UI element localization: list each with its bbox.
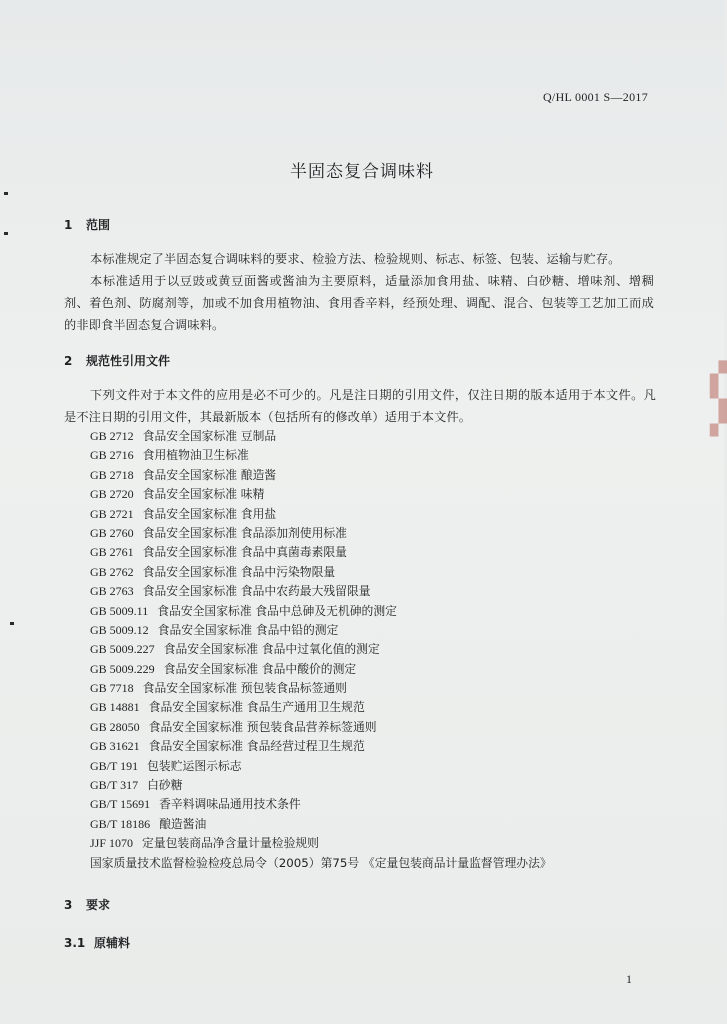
reference-item xyxy=(90,776,552,795)
reference-item xyxy=(90,621,552,640)
reference-title: 食品安全国家标准 食品中农药最大残留限量 xyxy=(142,584,371,599)
reference-code: GB 2762 xyxy=(90,564,134,579)
section-title: 范围 xyxy=(86,218,111,232)
reference-title: 食品安全国家标准 味精 xyxy=(142,487,265,502)
reference-code: GB/T 18186 xyxy=(90,816,151,831)
scope-body xyxy=(64,248,654,336)
document-title: 半固态复合调味料 xyxy=(290,162,434,182)
reference-title: 食品安全国家标准 酿造酱 xyxy=(142,467,277,482)
paragraph: 下列文件对于本文件的应用是必不可少的。凡是注日期的引用文件，仅注日期的版本适用于本文件。凡是不注日期的引用文件，其最新版本（包括所有的修改单）适用于本文件。 xyxy=(64,388,656,424)
reference-code: GB 5009.227 xyxy=(90,642,155,657)
reference-title: 国家质量技术监督检验检疫总局令（2005）第75号 《定量包装商品计量监督管理办法》 xyxy=(90,855,552,870)
section-title: 规范性引用文件 xyxy=(86,354,171,368)
reference-code: GB 7718 xyxy=(90,681,134,696)
reference-code: GB 2720 xyxy=(90,487,134,502)
reference-code: GB 5009.12 xyxy=(90,622,149,637)
reference-code: GB 2760 xyxy=(90,525,134,540)
reference-title: 食用植物油卫生标准 xyxy=(142,448,249,463)
section-heading-normative-references xyxy=(64,352,170,369)
binding-mark xyxy=(4,232,8,235)
reference-code: GB 5009.11 xyxy=(90,603,149,618)
reference-code: GB 2763 xyxy=(90,584,134,599)
references-intro xyxy=(64,384,656,428)
reference-title: 食品安全国家标准 食品中过氧化值的测定 xyxy=(163,642,380,657)
reference-title: 食品安全国家标准 食品中铅的测定 xyxy=(157,622,339,637)
subsection-heading-raw-materials xyxy=(64,934,130,951)
reference-title: 食品安全国家标准 食品经营过程卫生规范 xyxy=(148,739,365,754)
binding-mark xyxy=(4,192,8,195)
reference-item xyxy=(90,737,552,756)
reference-item xyxy=(90,543,552,562)
reference-code: GB 2716 xyxy=(90,448,134,463)
paragraph: 本标准适用于以豆豉或黄豆面酱或酱油为主要原料，适量添加食用盐、味精、白砂糖、增味剂、增稠剂、着色剂、防腐剂等，加或不加食用植物油、食用香辛料，经预处理、调配、混合、包装等工艺加工而成的非即食半固态复合调味料。 xyxy=(64,274,654,332)
section-title: 要求 xyxy=(86,898,111,912)
reference-code: GB 2721 xyxy=(90,506,134,521)
reference-code: GB/T 15691 xyxy=(90,797,151,812)
reference-item xyxy=(90,602,552,621)
reference-item xyxy=(90,582,552,601)
reference-title: 食品安全国家标准 食品中污染物限量 xyxy=(142,564,336,579)
section-heading-scope xyxy=(64,216,110,233)
reference-title: 食品安全国家标准 豆制品 xyxy=(142,429,277,443)
reference-title: 酿造酱油 xyxy=(159,816,207,831)
section-number: 3 xyxy=(64,898,73,912)
section-number: 2 xyxy=(64,354,73,368)
reference-title: 食品安全国家标准 食品生产通用卫生规范 xyxy=(148,700,365,715)
reference-title: 食品安全国家标准 食品中总砷及无机砷的测定 xyxy=(157,603,397,618)
reference-item xyxy=(90,640,552,659)
reference-item xyxy=(90,427,552,446)
reference-code: GB 2712 xyxy=(90,429,134,443)
reference-item xyxy=(90,563,552,582)
reference-title: 包装贮运图示标志 xyxy=(147,758,242,773)
reference-item xyxy=(90,466,552,485)
seal-stain: ▞ ▚ ▞ xyxy=(710,362,727,437)
reference-title: 白砂糖 xyxy=(147,778,183,793)
reference-item xyxy=(90,854,552,873)
page-number: 1 xyxy=(626,972,632,986)
reference-item xyxy=(90,834,552,853)
reference-title: 食品安全国家标准 食品中真菌毒素限量 xyxy=(142,545,347,560)
reference-title: 食品安全国家标准 食品添加剂使用标准 xyxy=(142,525,347,540)
reference-item xyxy=(90,485,552,504)
reference-item xyxy=(90,815,552,834)
reference-code: GB 14881 xyxy=(90,700,140,715)
reference-title: 定量包装商品净含量计量检验规则 xyxy=(142,836,319,851)
reference-item xyxy=(90,698,552,717)
reference-item xyxy=(90,446,552,465)
reference-code: GB 2718 xyxy=(90,467,134,482)
reference-item xyxy=(90,679,552,698)
reference-code: JJF 1070 xyxy=(90,836,134,851)
section-number: 1 xyxy=(64,218,73,232)
section-heading-requirements xyxy=(64,896,110,913)
reference-title: 香辛料调味品通用技术条件 xyxy=(159,797,301,812)
reference-code: GB/T 317 xyxy=(90,778,139,793)
section-number: 3.1 xyxy=(64,936,86,950)
reference-item xyxy=(90,795,552,814)
reference-code: GB 2761 xyxy=(90,545,134,560)
reference-item xyxy=(90,524,552,543)
reference-code: GB 5009.229 xyxy=(90,661,155,676)
reference-title: 食品安全国家标准 食用盐 xyxy=(142,506,277,521)
reference-code: GB 31621 xyxy=(90,739,140,754)
reference-code: GB/T 191 xyxy=(90,758,139,773)
reference-item xyxy=(90,718,552,737)
reference-title: 食品安全国家标准 食品中酸价的测定 xyxy=(163,661,357,676)
reference-title: 食品安全国家标准 预包装食品标签通则 xyxy=(142,681,347,696)
reference-list xyxy=(90,427,552,873)
reference-item xyxy=(90,660,552,679)
standard-number: Q/HL 0001 S—2017 xyxy=(542,90,648,104)
reference-item xyxy=(90,757,552,776)
reference-code: GB 28050 xyxy=(90,719,140,734)
reference-item xyxy=(90,505,552,524)
paragraph: 本标准规定了半固态复合调味料的要求、检验方法、检验规则、标志、标签、包装、运输与贮存。 xyxy=(90,252,621,266)
reference-title: 食品安全国家标准 预包装食品营养标签通则 xyxy=(148,719,377,734)
binding-mark xyxy=(10,622,14,625)
section-title: 原辅料 xyxy=(94,936,131,950)
